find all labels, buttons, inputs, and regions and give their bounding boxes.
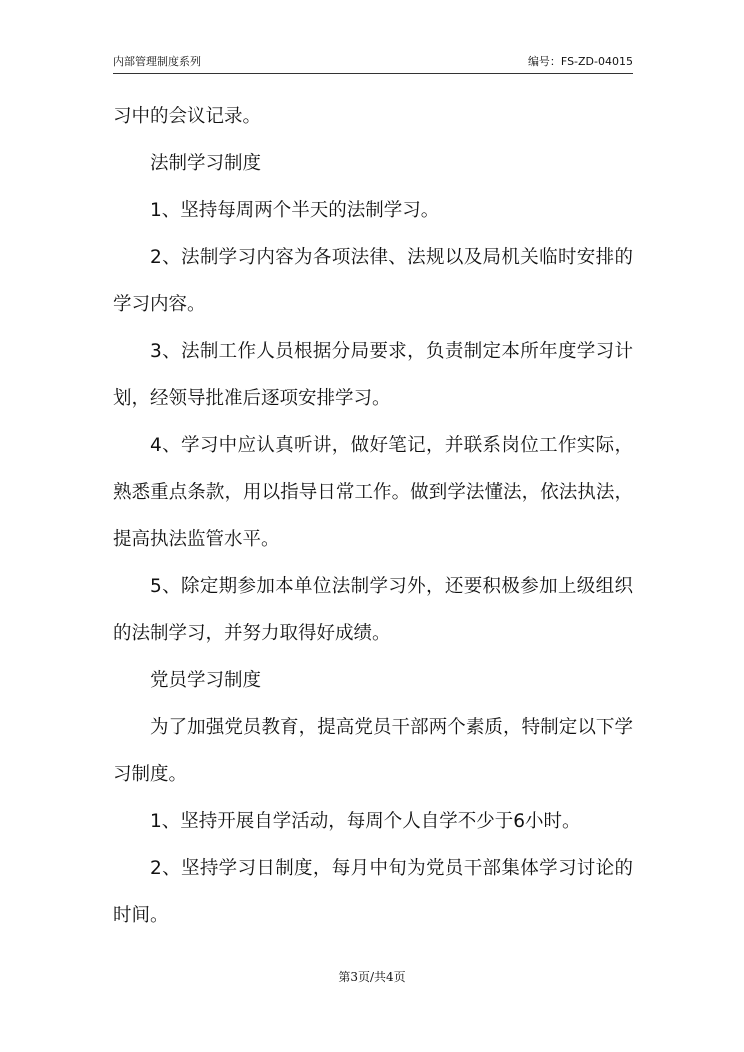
paragraph-continuation: 习中的会议记录。 bbox=[113, 106, 262, 127]
section-heading-legal-study: 法制学习制度 bbox=[150, 153, 262, 174]
page-header bbox=[113, 55, 633, 74]
paragraph: 5、除定期参加本单位法制学习外，还要积极参加上级组织的法制学习，并努力取得好成绩。 bbox=[113, 576, 633, 644]
header-document-number: 编号：FS-ZD-04015 bbox=[527, 55, 633, 68]
paragraph: 1、坚持每周两个半天的法制学习。 bbox=[150, 200, 440, 221]
paragraph: 2、坚持学习日制度，每月中旬为党员干部集体学习讨论的时间。 bbox=[113, 858, 633, 926]
page-number: 第3页/共4页 bbox=[338, 970, 406, 984]
document-body bbox=[113, 93, 633, 939]
paragraph: 3、法制工作人员根据分局要求，负责制定本所年度学习计划，经领导批准后逐项安排学习。 bbox=[113, 341, 633, 409]
paragraph: 2、法制学习内容为各项法律、法规以及局机关临时安排的学习内容。 bbox=[113, 247, 633, 315]
paragraph: 1、坚持开展自学活动，每周个人自学不少于6小时。 bbox=[150, 811, 581, 832]
section-heading-party-study: 党员学习制度 bbox=[150, 670, 262, 691]
paragraph: 为了加强党员教育，提高党员干部两个素质，特制定以下学习制度。 bbox=[113, 717, 633, 785]
paragraph: 4、学习中应认真听讲，做好笔记，并联系岗位工作实际，熟悉重点条款，用以指导日常工作。做到学法懂法，依法执法，提高执法监管水平。 bbox=[113, 435, 633, 550]
header-series-title: 内部管理制度系列 bbox=[113, 55, 201, 68]
